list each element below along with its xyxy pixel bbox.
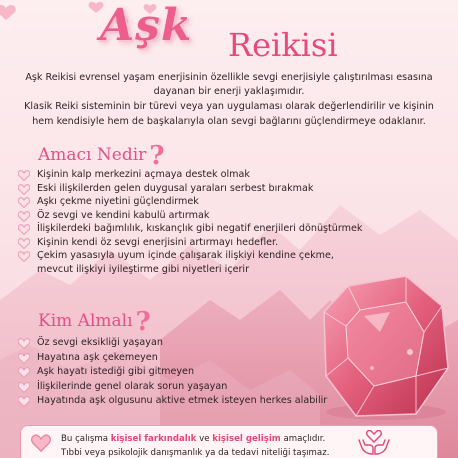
list-item: Eski ilişkilerden gelen duygusal yaraları serbest bırakmak bbox=[18, 182, 362, 196]
amaci-section-title bbox=[38, 141, 165, 171]
heart-icon bbox=[31, 434, 51, 452]
heart-icon bbox=[18, 251, 30, 262]
intro-paragraph-2: Klasik Reiki sisteminin bir türevi veya yan uygulaması olarak değerlendirilir ve kişinin hem kendisiyle hem de başkalarıyla olan sevgi bağlarını güçlendirmeye odaklanır. bbox=[24, 101, 434, 127]
heart-icon bbox=[18, 170, 30, 181]
heart-icon bbox=[18, 367, 30, 378]
disclaimer-banner bbox=[20, 425, 438, 458]
heart-icon bbox=[18, 211, 30, 222]
intro-text bbox=[20, 71, 438, 129]
kim-section-title bbox=[38, 307, 151, 337]
list-item-line: Çekim yasasıyla uyum içinde çalışarak ilişkiyi kendine çekme, bbox=[37, 250, 334, 261]
intro-paragraph-1: Aşk Reikisi evrensel yaşam enerjisinin özellikle sevgi enerjisiyle çalıştırılması esasına dayanan bir enerji yaklaşımıdır. bbox=[25, 72, 433, 98]
kim-list bbox=[18, 336, 327, 409]
title-ask: Aşk bbox=[100, 0, 193, 51]
list-item: İlişkilerdeki bağımlılık, kıskançlık gibi negatif enerjileri dönüştürmek bbox=[18, 222, 362, 236]
heart-icon bbox=[18, 396, 30, 407]
list-item-line: mevcut ilişkiyi iyileştirme gibi niyetleri içerir bbox=[37, 263, 250, 275]
heart-icon bbox=[18, 338, 30, 349]
list-item: Kişinin kendi öz sevgi enerjisini artırmayı hedefler. bbox=[18, 236, 362, 250]
amaci-list bbox=[18, 168, 362, 276]
heart-icon bbox=[18, 224, 30, 235]
disclaimer-line-2: Tıbbi veya psikolojik danışmanlık ya da tedavi niteliği taşımaz. bbox=[61, 448, 330, 458]
disclaimer-text bbox=[61, 432, 361, 458]
hands-heart-icon bbox=[357, 430, 391, 456]
disclaimer-line-1: Bu çalışma kişisel farkındalık ve kişisel gelişim amaçlıdır. bbox=[61, 434, 326, 444]
question-mark-icon: ? bbox=[135, 307, 151, 337]
heart-icon bbox=[18, 238, 30, 249]
list-item: Hayatında aşk olgusunu aktive etmek isteyen herkes alabilir bbox=[18, 394, 327, 409]
kim-title-text: Kim Almalı bbox=[38, 311, 133, 331]
list-item bbox=[18, 249, 362, 276]
list-item: İlişkilerinde genel olarak sorun yaşayan bbox=[18, 380, 327, 395]
title-reikisi: Reikisi bbox=[228, 26, 338, 64]
list-item: Aşkı çekme niyetini güçlendirmek bbox=[18, 195, 362, 209]
heart-icon bbox=[18, 353, 30, 364]
amaci-title-text: Amacı Nedir bbox=[38, 145, 147, 165]
list-item: Hayatına aşk çekemeyen bbox=[18, 351, 327, 366]
heart-icon bbox=[18, 197, 30, 208]
list-item: Öz sevgi ve kendini kabulü artırmak bbox=[18, 209, 362, 223]
list-item: Kişinin kalp merkezini açmaya destek olmak bbox=[18, 168, 362, 182]
rose-quartz-crystal-image bbox=[320, 272, 452, 422]
heart-icon bbox=[18, 184, 30, 195]
heart-icon bbox=[18, 382, 30, 393]
question-mark-icon: ? bbox=[149, 141, 165, 171]
list-item: Aşk hayatı istediği gibi gitmeyen bbox=[18, 365, 327, 380]
list-item: Öz sevgi eksikliği yaşayan bbox=[18, 336, 327, 351]
